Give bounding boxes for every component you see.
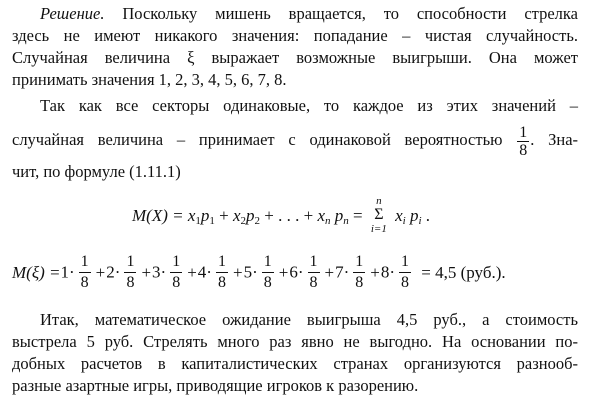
para1-line3: Случайная величина ξ выражает возможные выигрыши. Она может [12,48,578,67]
term-operator: + [187,262,197,282]
term-operator: + [141,262,152,282]
term-operator: + [95,262,106,282]
para3-line2: выстрела 5 руб. Стрелять много раз явно не выгодно. На основании по- [12,332,578,351]
para3-line4: разные азартные игры, приводящие игроков к разорению. [12,376,419,395]
term-coefficient: 3· [152,262,167,282]
para3-line1: Итак, математическое ожидание выигрыша 4,5 руб., а стоимость [40,310,578,329]
term-operator: + [370,262,380,282]
term-coefficient: 6· [289,262,304,282]
term-coefficient: 5· [243,262,258,282]
expectation-formula: $M(X) = x_1p_1 + x_2p_2$ + . . . + $x_n$ $p_n$ = n Σ i=1 $x_i$ $p_i$ . [132,195,431,235]
term-coefficient: 1· [60,262,75,282]
term-coefficient: 2· [106,262,121,282]
term-fraction: $\frac{1}{8}$ [172,253,181,291]
term-fraction: $\frac{1}{8}$ [126,253,135,291]
probability-fraction: $\frac{1}{8}$ [519,123,528,159]
term-fraction: $\frac{1}{8}$ [355,253,364,291]
term-operator: + [232,262,243,282]
solution-heading: Решение. [40,4,105,23]
para2-line2: случайная величина – принимает с одинаковой вероятностью $\frac{1}{8}$ . Зна- [12,123,579,159]
term-coefficient: 7· [335,262,350,282]
para2-line3: чит, по формуле (1.11.1) [12,162,181,181]
expectation-calculation: M(ξ) =1· $\frac{1}{8}$ +2· $\frac{1}{8}$ +3· $\frac{1}{8}$ +4· $\frac{1}{8}$ +5· $\frac{1}{8}$ +6· $\frac{1}{8}$ +7· $\frac{1}{8}$ +8· $\frac{1}{8}$ = 4,5 (руб.). [12,253,506,291]
para3-line3: добных расчетов в капиталистических странах организуются разнооб- [12,354,578,373]
para1-line2: здесь не имеют никакого значения: попадание – чистая случайность. [12,26,578,45]
term-coefficient: 8· [380,262,396,282]
calculation-terms [61,252,418,293]
term-operator: + [278,262,289,282]
xi-symbol: ξ [187,48,195,67]
term-fraction: $\frac{1}{8}$ [401,253,410,291]
para1-line1: Решение. Поскольку мишень вращается, то способности стрелка [40,4,578,23]
term-fraction: $\frac{1}{8}$ [263,253,272,291]
para2-line1: Так как все секторы одинаковые, то каждое из этих значений – [40,96,578,115]
term-fraction: $\frac{1}{8}$ [80,253,89,291]
para1-line4: принимать значения 1, 2, 3, 4, 5, 6, 7, 8. [12,70,287,89]
summation-sign: n Σ i=1 [370,195,387,235]
term-coefficient: 4· [197,262,212,282]
calculation-result: = 4,5 (руб.). [421,262,506,282]
term-fraction: $\frac{1}{8}$ [309,253,318,291]
term-operator: + [324,262,335,282]
term-fraction: $\frac{1}{8}$ [217,253,226,291]
